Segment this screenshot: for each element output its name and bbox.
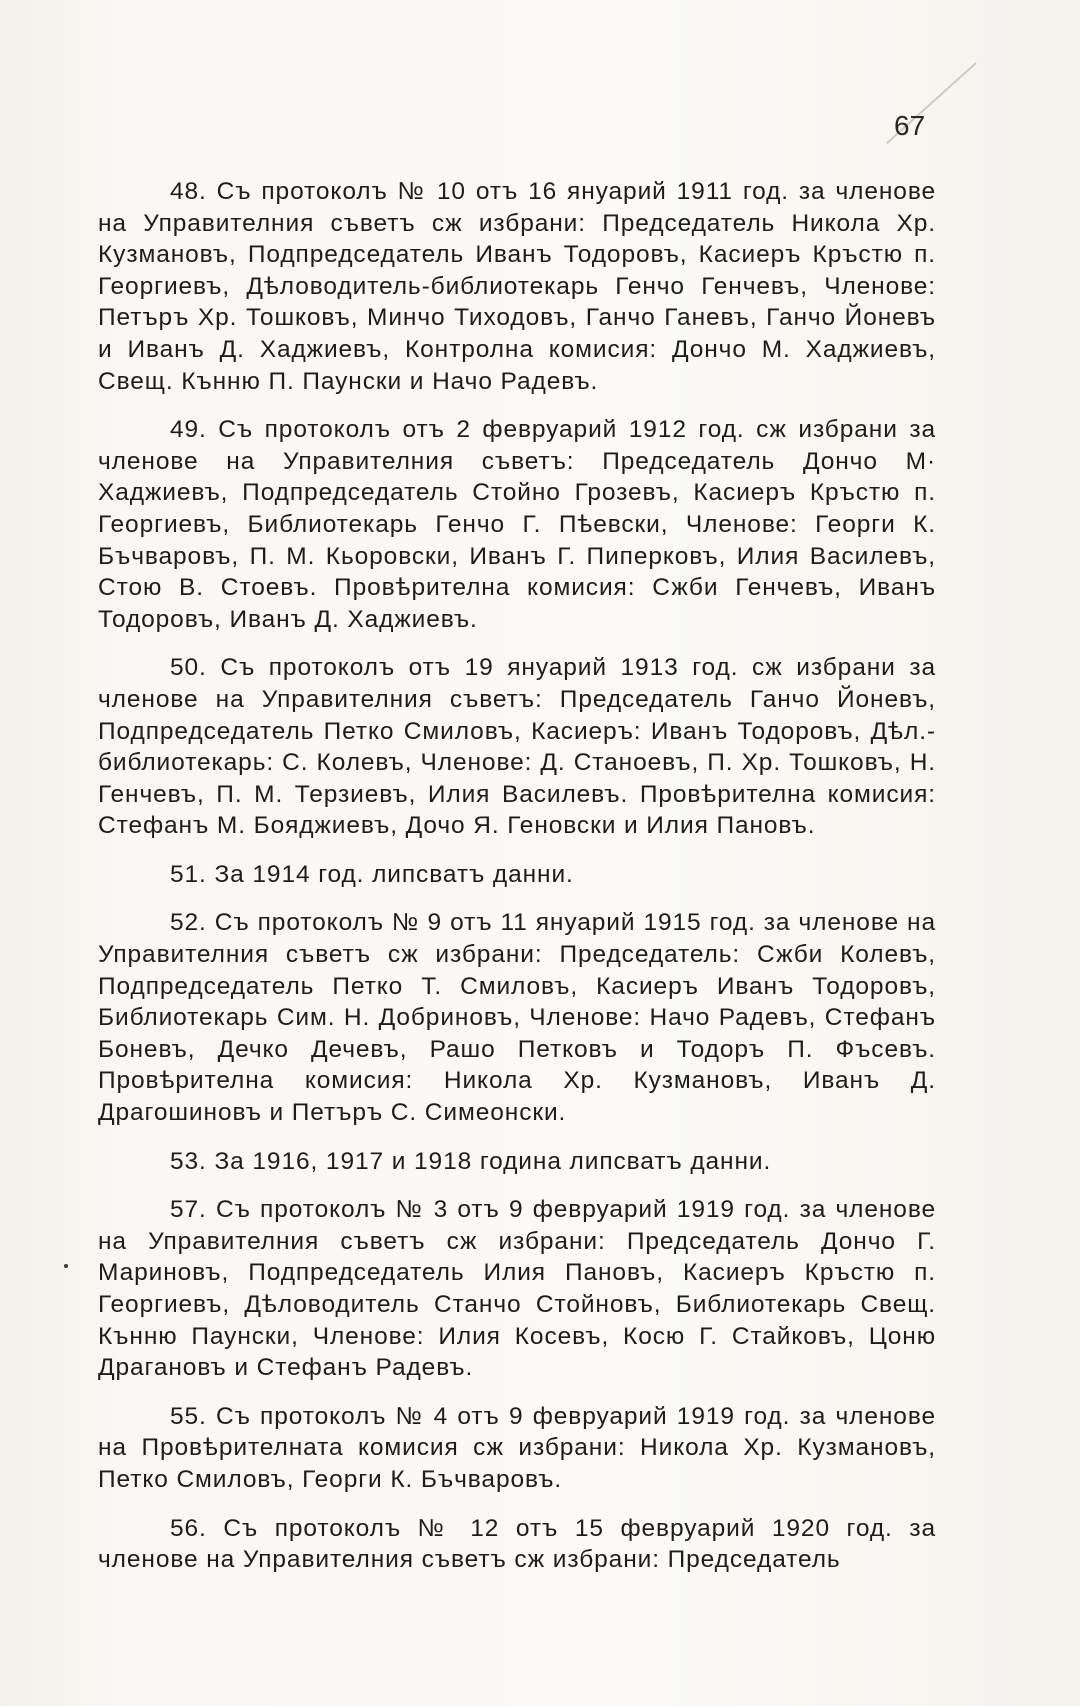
entry-49: 49. Съ протоколъ отъ 2 февруарий 1912 год. сж избрани за членове на Управителния съветъ: Председатель Дончо М· Хаджиевъ, Подпредседатель Стойно Грозевъ, Касиеръ Кръстю п. Георгиевъ, Библиотекарь Генчо Г. Пѣевски, Членове: Георги К. Бъчваровъ, П. М. Кьоровски, Иванъ Г. Пиперковъ, Илия Василевъ, Стою В. Стоевъ. Провѣрителна комисия: Сжби Генчевъ, Иванъ Тодоровъ, Иванъ Д. Хаджиевъ. [98,416,936,633]
entry-56: 56. Съ протоколъ № 12 отъ 15 февруарий 1920 год. за членове на Управителния съветъ сж избрани: Председатель [98,1514,936,1574]
entry-51: 51. За 1914 год. липсватъ данни. [170,860,574,888]
paper-speck [64,1264,68,1268]
entry-57: 57. Съ протоколъ № 3 отъ 9 февруарий 1919 год. за членове на Управителния съветъ сж избрани: Председатель Дончо Г. Мариновъ, Подпредседатель Илия Пановъ, Касиеръ Кръстю п. Георгиевъ, Дѣловодитель Станчо Стойновъ, Библиотекарь Свещ. Кънню Паунски, Членове: Илия Косевъ, Косю Г. Стайковъ, Цоню Драгановъ и Стефанъ Радевъ. [98,1196,936,1382]
page-number: 67 [894,110,926,141]
entry-48: 48. Съ протоколъ № 10 отъ 16 януарий 1911 год. за членове на Управителния съветъ сж избрани: Председатель Никола Хр. Кузмановъ, Подпредседатель Иванъ Тодоровъ, Касиеръ Кръстю п. Георгиевъ, Дѣловодитель-библиотекарь Генчо Генчевъ, Членове: Петъръ Хр. Тошковъ, Минчо Тиходовъ, Ганчо Ганевъ, Ганчо Йоневъ и Иванъ Д. Хаджиевъ, Контролна комисия: Дончо М. Хаджиевъ, Свещ. Кънню П. Паунски и Начо Радевъ. [98,178,936,395]
entry-50: 50. Съ протоколъ отъ 19 януарий 1913 год. сж избрани за членове на Управителния съветъ: Председатель Ганчо Йоневъ, Подпредседатель Петко Смиловъ, Касиеръ: Иванъ Тодоровъ, Дѣл.-библиотекарь: С. Колевъ, Членове: Д. Станоевъ, П. Хр. Тошковъ, Н. Генчевъ, П. М. Терзиевъ, Илия Василевъ. Провѣрителна комисия: Стефанъ М. Бояджиевъ, Дочо Я. Геновски и Илия Пановъ. [98,654,936,840]
entry-53: 53. За 1916, 1917 и 1918 година липсватъ данни. [170,1147,772,1175]
page-text [98,176,936,1593]
entry-52: 52. Съ протоколъ № 9 отъ 11 януарий 1915 год. за членове на Управителния съветъ сж избрани: Председатель: Сжби Колевъ, Подпредседатель Петко Т. Смиловъ, Касиеръ Иванъ Тодоровъ, Библиотекарь Сим. Н. Добриновъ, Членове: Начо Радевъ, Стефанъ Боневъ, Дечко Дечевъ, Рашо Петковъ и Тодоръ П. Фъсевъ. Провѣрителна комисия: Никола Хр. Кузмановъ, Иванъ Д. Драгошиновъ и Петъръ С. Симеонски. [98,909,936,1127]
entry-55: 55. Съ протоколъ № 4 отъ 9 февруарий 1919 год. за членове на Провѣрителната комисия сж избрани: Никола Хр. Кузмановъ, Петко Смиловъ, Георги К. Бъчваровъ. [98,1402,936,1493]
